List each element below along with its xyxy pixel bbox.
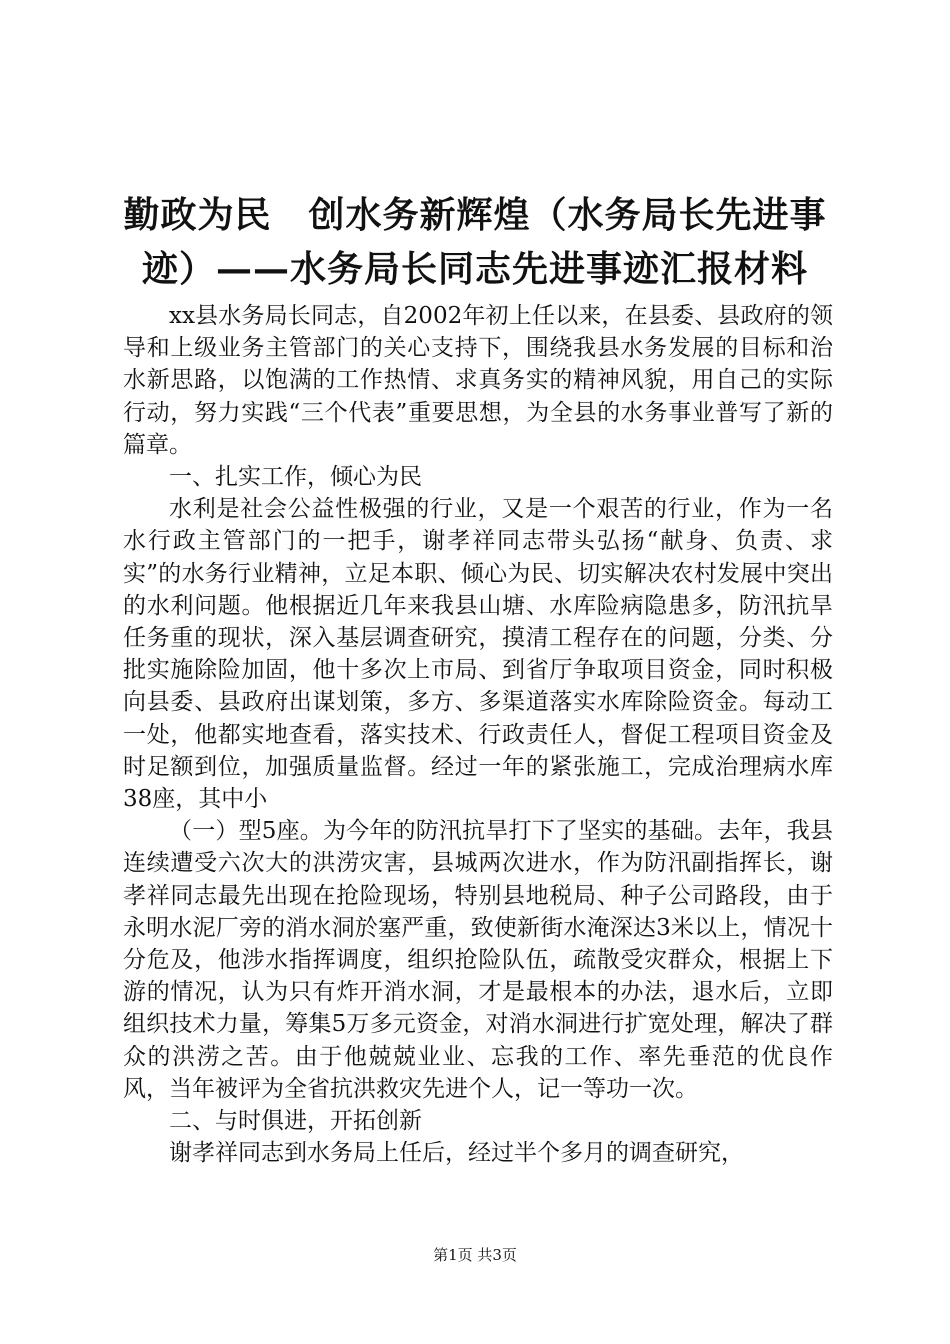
title-line-2: 迹）——水务局长同志先进事迹汇报材料 xyxy=(141,248,808,290)
page-number-footer: 第1页 共3页 xyxy=(433,1246,517,1264)
paragraph-section-1: 水利是社会公益性极强的行业，又是一个艰苦的行业，作为一名水行政主管部门的一把手，谢孝祥同志带头弘扬“献身、负责、求实”的水务行业精神，立足本职、倾心为民、切实解决农村发展中突出的水利问题。他根据近几年来我县山塘、水库险病隐患多，防汛抗旱任务重的现状，深入基层调查研究，摸清工程存在的问题，分类、分批实施除险加固，他十多次上市局、到省厅争取项目资金，同时积极向县委、县政府出谋划策，多方、多渠道落实水库除险资金。每动工一处，他都实地查看，落实技术、行政责任人，督促工程项目资金及时足额到位，加强质量监督。经过一年的紧张施工，完成治理病水库38座，其中小 xyxy=(123,496,833,813)
paragraph-intro: xx县水务局长同志，自2002年初上任以来，在县委、县政府的领导和上级业务主管部门的关心支持下，围绕我县水务发展的目标和治水新思路，以饱满的工作热情、求真务实的精神风貌，用自己的实际行动，努力实践“三个代表”重要思想，为全县的水务事业普写了新的篇章。 xyxy=(123,303,833,458)
section-heading-1: 一、扎实工作，倾心为民 xyxy=(169,464,422,491)
title-line-1: 勤政为民 创水务新辉煌（水务局长先进事 xyxy=(123,194,827,236)
document-title xyxy=(110,188,840,296)
paragraph-section-2: 谢孝祥同志到水务局上任后，经过半个多月的调查研究， xyxy=(169,1140,744,1167)
document-body xyxy=(123,300,833,1169)
section-heading-2: 二、与时俱进，开拓创新 xyxy=(169,1108,422,1135)
paragraph-section-1-continued: （一）型5座。为今年的防汛抗旱打下了坚实的基础。去年，我县连续遭受六次大的洪涝灾害，县城两次进水，作为防汛副指挥长，谢孝祥同志最先出现在抢险现场，特别县地税局、种子公司路段，由于永明水泥厂旁的消水洞於塞严重，致使新街水淹深达3米以上，情况十分危及，他涉水指挥调度，组织抢险队伍，疏散受灾群众，根据上下游的情况，认为只有炸开消水洞，才是最根本的办法，退水后，立即组织技术力量，筹集5万多元资金，对消水洞进行扩宽处理，解决了群众的洪涝之苦。由于他兢兢业业、忘我的工作、率先垂范的优良作风，当年被评为全省抗洪救灾先进个人，记一等功一次。 xyxy=(123,818,833,1102)
